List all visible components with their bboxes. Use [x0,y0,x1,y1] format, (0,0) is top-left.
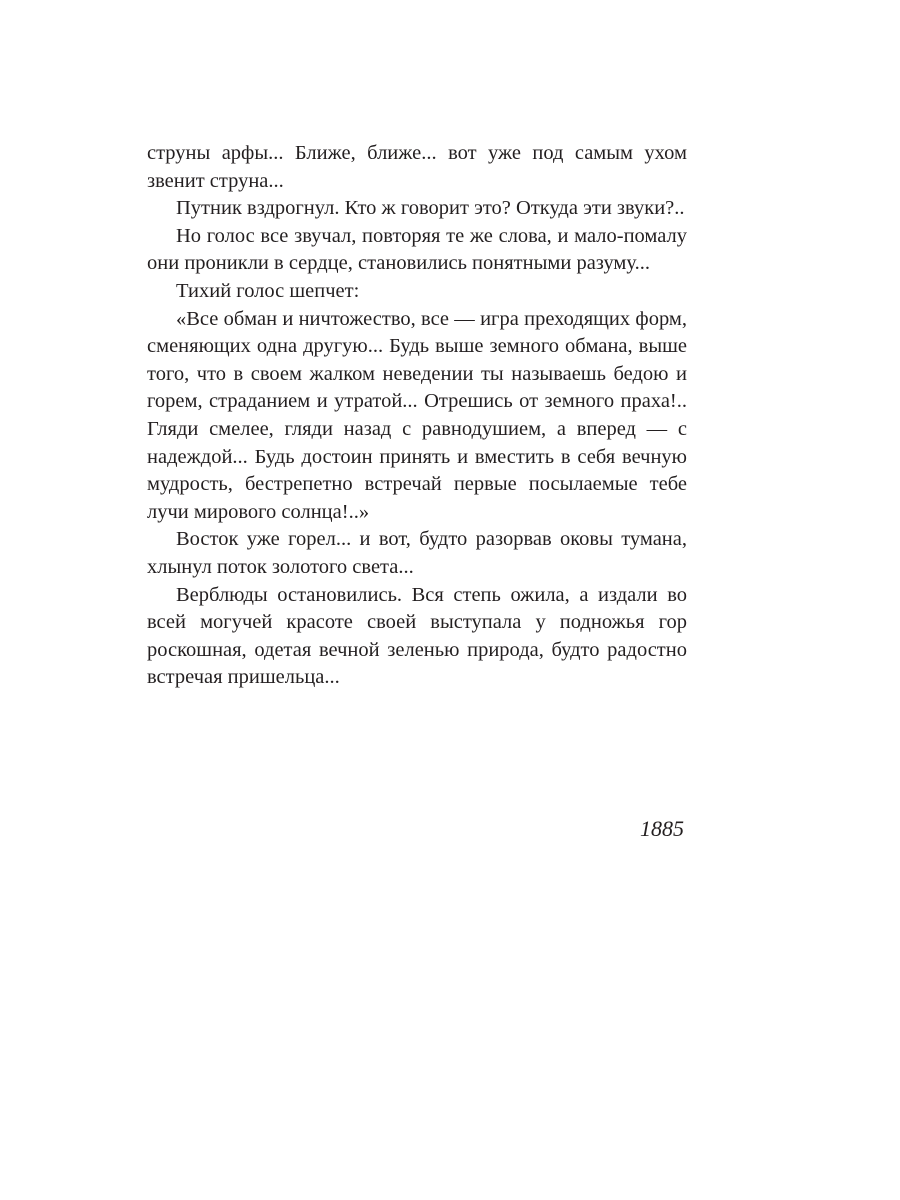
paragraph: Путник вздрогнул. Кто ж говорит это? Откуда эти звуки?.. [176,197,685,220]
date-signature: 1885 [640,816,684,841]
paragraph: Но голос все звучал, повторяя те же слова, и мало-помалу они проникли в сердце, становились понятными разуму... [147,224,687,275]
paragraph-continuation: струны арфы... Ближе, ближе... вот уже под самым ухом звенит струна... [147,142,687,192]
paragraph-quote: «Все обман и ничтожество, все — игра преходящих форм, сменяющих одна другую... Будь выше земного обмана, выше того, что в своем жалком неведении ты называешь бедою и горем, страданием и утратой... Отрешись от земного праха!.. Гляди смелее, гляди назад с равнодушием, а вперед — с надеждой... Будь достоин принять и вместить в себя вечную мудрость, бестрепетно встречай первые посылаемые тебе лучи мирового солнца!..» [147,307,687,523]
paragraph: Восток уже горел... и вот, будто разорвав оковы тумана, хлынул поток золотого света... [147,528,687,578]
page-text [147,140,687,692]
paragraph: Тихий голос шепчет: [176,279,360,302]
paragraph: Верблюды остановились. Вся степь ожила, а издали во всей могучей красоте своей выступала у подножья гор роскошная, одетая вечной зеленью природа, будто радостно встречая пришельца... [147,583,687,689]
